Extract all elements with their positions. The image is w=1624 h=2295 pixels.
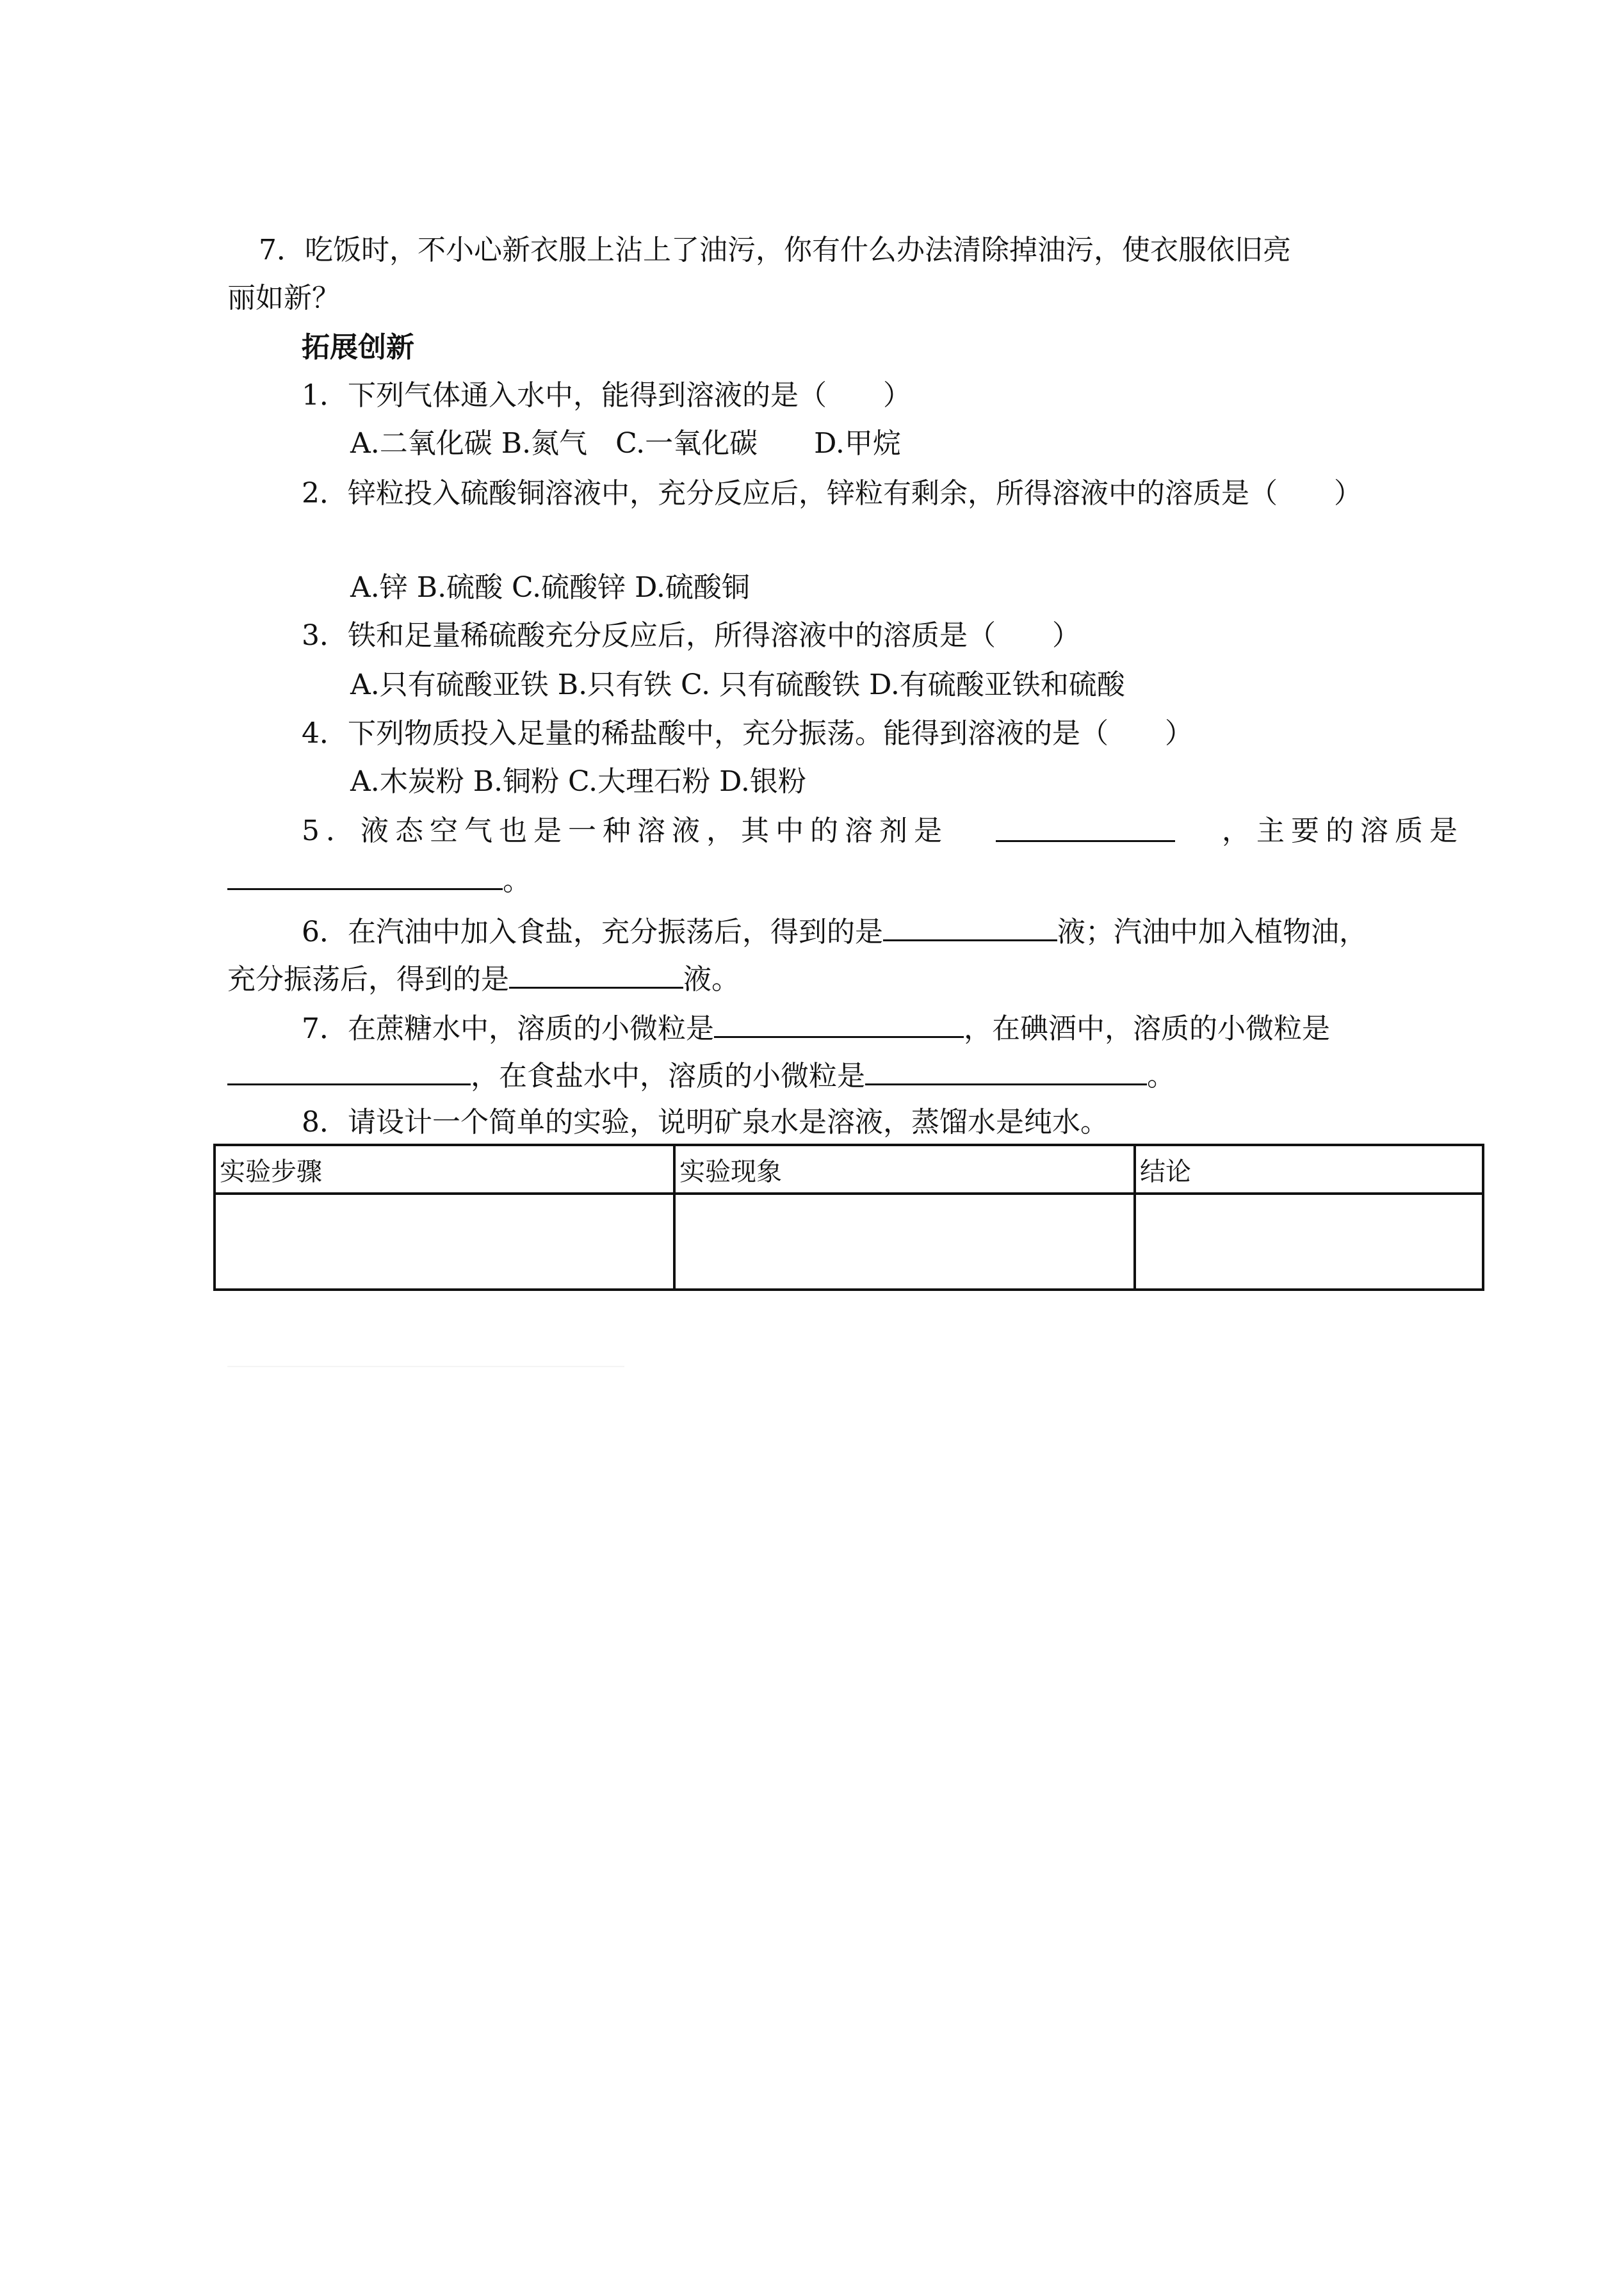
q7-text3: ，在食盐水中，溶质的小微粒是 <box>471 1060 865 1092</box>
q7-prev-line1: 7．吃饭时，不小心新衣服上沾上了油污，你有什么办法清除掉油污，使衣服依旧亮 <box>259 234 1291 266</box>
q5-line2 <box>227 860 531 900</box>
q6-blank-1[interactable] <box>883 911 1057 941</box>
q7-blank-salt[interactable] <box>865 1055 1147 1085</box>
q6-text4: 液。 <box>683 963 740 996</box>
q6-line2 <box>227 959 740 999</box>
header-phenomena: 实验现象 <box>674 1145 1135 1194</box>
q7-end: 。 <box>1147 1060 1175 1092</box>
q5-blank-solvent[interactable] <box>996 812 1175 842</box>
q7-line2 <box>227 1055 1175 1096</box>
q6-line1 <box>302 911 1367 952</box>
experiment-table <box>213 1144 1484 1291</box>
q1-stem: 1．下列气体通入水中，能得到溶液的是（ ） <box>302 379 911 412</box>
q2-options: A.锌 B.硫酸 C.硫酸锌 D.硫酸铜 <box>350 571 750 604</box>
steps-cell[interactable] <box>215 1194 674 1290</box>
q6-blank-2[interactable] <box>509 959 683 989</box>
q5-blank-solute[interactable] <box>227 860 503 890</box>
q6-text1: 6．在汽油中加入食盐，充分振荡后，得到的是 <box>302 916 883 948</box>
phenomena-cell[interactable] <box>674 1194 1135 1290</box>
table-row <box>215 1194 1483 1290</box>
q4-options: A.木炭粉 B.铜粉 C.大理石粉 D.银粉 <box>350 765 806 798</box>
q6-text2: 液；汽油中加入植物油， <box>1057 916 1367 948</box>
q7-text1: 7．在蔗糖水中，溶质的小微粒是 <box>302 1012 714 1045</box>
q5-text2: ，主要的溶质是 <box>1222 815 1464 847</box>
q7-text2: ，在碘酒中，溶质的小微粒是 <box>964 1012 1330 1045</box>
q5-text1: 5．液态空气也是一种溶液，其中的溶剂是 <box>302 815 948 847</box>
q7-line1 <box>302 1008 1330 1048</box>
q7-prev-line2: 丽如新？ <box>227 282 340 314</box>
q1-options: A.二氧化碳 B.氮气 C.一氧化碳 D.甲烷 <box>350 427 901 460</box>
q4-stem: 4．下列物质投入足量的稀盐酸中，充分振荡。能得到溶液的是（ ） <box>302 717 1193 750</box>
q6-text3: 充分振荡后，得到的是 <box>227 963 509 996</box>
header-conclusion: 结论 <box>1135 1145 1483 1194</box>
q8-stem: 8．请设计一个简单的实验，说明矿泉水是溶液，蒸馏水是纯水。 <box>302 1106 1108 1139</box>
q3-options: A.只有硫酸亚铁 B.只有铁 C. 只有硫酸铁 D.有硫酸亚铁和硫酸 <box>350 669 1125 701</box>
conclusion-cell[interactable] <box>1135 1194 1483 1290</box>
faint-divider <box>227 1366 624 1367</box>
q7-blank-iodine[interactable] <box>227 1055 471 1085</box>
section-title: 拓展创新 <box>302 331 414 364</box>
q7-blank-sugar[interactable] <box>714 1008 964 1038</box>
q3-stem: 3．铁和足量稀硫酸充分反应后，所得溶液中的溶质是（ ） <box>302 619 1080 652</box>
table-header-row <box>215 1145 1483 1194</box>
q5-end: 。 <box>503 864 531 897</box>
q5-line1 <box>302 812 1464 850</box>
header-steps: 实验步骤 <box>215 1145 674 1194</box>
q2-stem: 2．锌粒投入硫酸铜溶液中，充分反应后，锌粒有剩余，所得溶液中的溶质是（ ） <box>302 477 1362 510</box>
